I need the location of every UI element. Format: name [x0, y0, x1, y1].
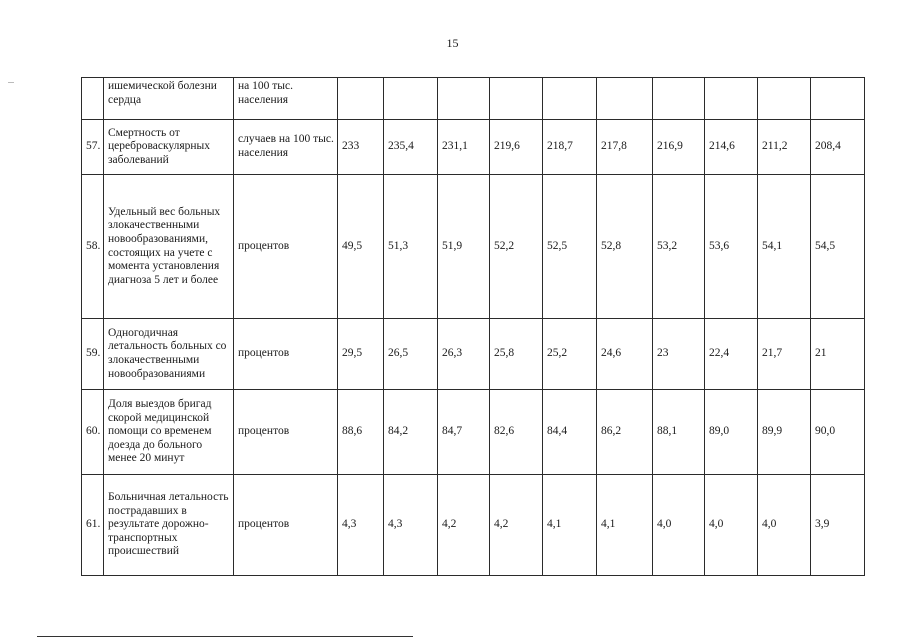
page-number: 15: [446, 36, 459, 50]
value-cell: 25,8: [490, 319, 543, 390]
value-cell: [543, 78, 597, 120]
row-number: 59.: [82, 319, 104, 390]
indicator-name: Доля выездов бригад скорой медицинской помощи со временем доезда до больного менее 20 минут: [104, 390, 234, 475]
value-cell: 4,2: [438, 475, 490, 576]
value-cell: 89,9: [758, 390, 811, 475]
value-cell: 25,2: [543, 319, 597, 390]
value-cell: 90,0: [811, 390, 865, 475]
value-cell: [384, 78, 438, 120]
indicator-name: Удельный вес больных злокачественными новообразованиями, состоящих на учете с момента установления диагноза 5 лет и более: [104, 175, 234, 319]
value-cell: 53,6: [705, 175, 758, 319]
value-cell: 53,2: [653, 175, 705, 319]
table-row: [82, 475, 865, 576]
value-cell: 84,7: [438, 390, 490, 475]
value-cell: [811, 78, 865, 120]
value-cell: 86,2: [597, 390, 653, 475]
value-cell: 51,3: [384, 175, 438, 319]
value-cell: 21: [811, 319, 865, 390]
unit-of-measure: на 100 тыс. населения: [234, 78, 338, 120]
unit-of-measure: процентов: [234, 319, 338, 390]
value-cell: 4,0: [653, 475, 705, 576]
value-cell: 54,1: [758, 175, 811, 319]
value-cell: [597, 78, 653, 120]
value-cell: 208,4: [811, 120, 865, 175]
value-cell: 54,5: [811, 175, 865, 319]
value-cell: 88,1: [653, 390, 705, 475]
value-cell: 217,8: [597, 120, 653, 175]
value-cell: 51,9: [438, 175, 490, 319]
value-cell: 211,2: [758, 120, 811, 175]
indicator-name: Больничная летальность пострадавших в результате дорожно-транспортных происшествий: [104, 475, 234, 576]
value-cell: 52,8: [597, 175, 653, 319]
value-cell: 29,5: [338, 319, 384, 390]
value-cell: 4,1: [597, 475, 653, 576]
value-cell: 3,9: [811, 475, 865, 576]
value-cell: 4,3: [338, 475, 384, 576]
value-cell: 88,6: [338, 390, 384, 475]
table-row: [82, 78, 865, 120]
indicators-body: [82, 78, 865, 576]
value-cell: [653, 78, 705, 120]
value-cell: 235,4: [384, 120, 438, 175]
table-row: [82, 319, 865, 390]
value-cell: 231,1: [438, 120, 490, 175]
value-cell: 4,3: [384, 475, 438, 576]
value-cell: 216,9: [653, 120, 705, 175]
value-cell: 49,5: [338, 175, 384, 319]
value-cell: [438, 78, 490, 120]
scan-mark: [8, 82, 14, 83]
value-cell: 24,6: [597, 319, 653, 390]
value-cell: [758, 78, 811, 120]
value-cell: 4,2: [490, 475, 543, 576]
value-cell: 84,4: [543, 390, 597, 475]
row-number: 57.: [82, 120, 104, 175]
row-number: 60.: [82, 390, 104, 475]
value-cell: 52,2: [490, 175, 543, 319]
table-row: [82, 390, 865, 475]
value-cell: 23: [653, 319, 705, 390]
table-row: [82, 120, 865, 175]
unit-of-measure: процентов: [234, 175, 338, 319]
value-cell: 214,6: [705, 120, 758, 175]
value-cell: 26,3: [438, 319, 490, 390]
row-number: [82, 78, 104, 120]
value-cell: 218,7: [543, 120, 597, 175]
row-number: 61.: [82, 475, 104, 576]
value-cell: [705, 78, 758, 120]
value-cell: 52,5: [543, 175, 597, 319]
value-cell: 4,0: [705, 475, 758, 576]
value-cell: 233: [338, 120, 384, 175]
value-cell: 89,0: [705, 390, 758, 475]
unit-of-measure: случаев на 100 тыс. населения: [234, 120, 338, 175]
value-cell: 21,7: [758, 319, 811, 390]
value-cell: 4,1: [543, 475, 597, 576]
row-number: 58.: [82, 175, 104, 319]
indicator-name: Одногодичная летальность больных со злокачественными новообразованиями: [104, 319, 234, 390]
unit-of-measure: процентов: [234, 390, 338, 475]
value-cell: [490, 78, 543, 120]
unit-of-measure: процентов: [234, 475, 338, 576]
value-cell: 26,5: [384, 319, 438, 390]
indicator-name: ишемической болезни сердца: [104, 78, 234, 120]
value-cell: 219,6: [490, 120, 543, 175]
indicator-name: Смертность от цереброваскулярных заболеваний: [104, 120, 234, 175]
value-cell: 22,4: [705, 319, 758, 390]
value-cell: 84,2: [384, 390, 438, 475]
value-cell: 4,0: [758, 475, 811, 576]
indicators-table: [81, 77, 865, 576]
value-cell: [338, 78, 384, 120]
footnote-rule: [37, 636, 413, 637]
table-row: [82, 175, 865, 319]
value-cell: 82,6: [490, 390, 543, 475]
